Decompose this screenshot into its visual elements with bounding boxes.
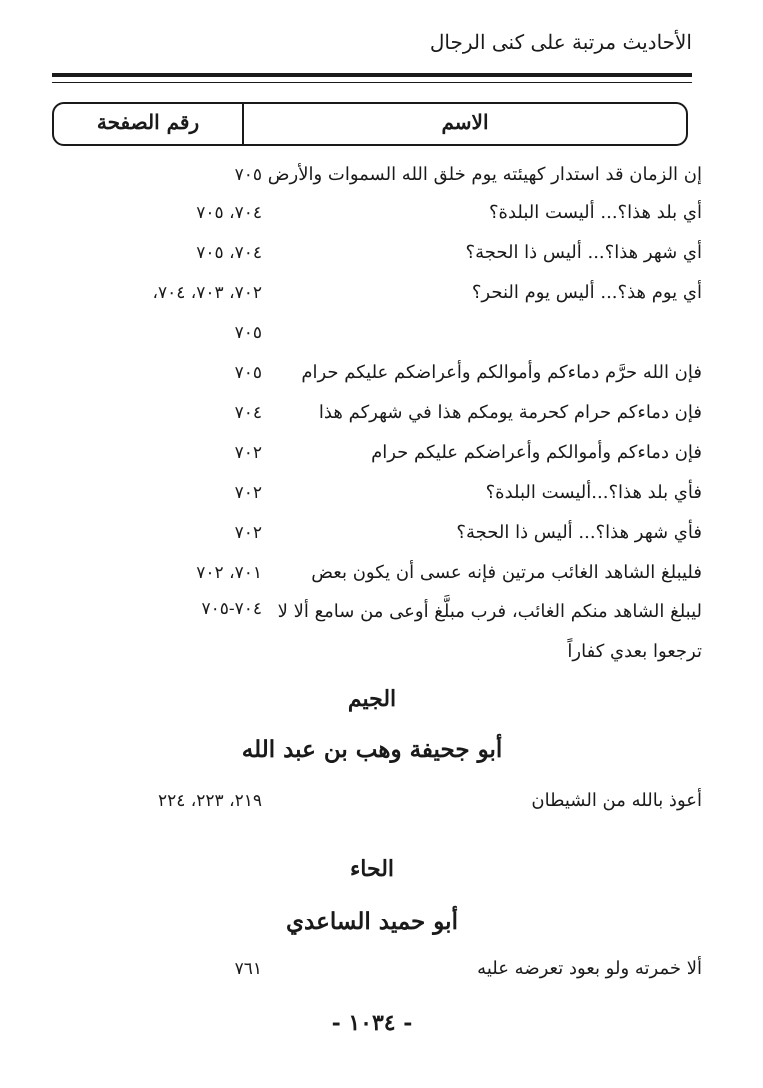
index-entry bbox=[52, 436, 702, 470]
page-refs: ٧٦١ bbox=[234, 959, 262, 979]
index-entry bbox=[52, 784, 702, 818]
column-header-box bbox=[52, 102, 688, 146]
column-header-name: الاسم bbox=[441, 110, 489, 134]
page-refs: ٧٠٢، ٧٠٣، ٧٠٤، bbox=[152, 283, 262, 303]
index-entry bbox=[52, 196, 702, 230]
page-number: - ١٠٣٤ - bbox=[331, 1010, 413, 1036]
index-entry bbox=[52, 952, 702, 986]
hadith-text: إن الزمان قد استدار كهيئته يوم خلق الله السموات والأرض bbox=[267, 164, 702, 185]
page-refs: ٧٠٤ bbox=[234, 403, 262, 423]
page-refs: ٧٠٥ bbox=[234, 323, 262, 343]
page-refs: ٧٠٢ bbox=[234, 523, 262, 543]
page-refs: ٧٠٤-٧٠٥ bbox=[201, 599, 262, 619]
page-refs: ٢١٩، ٢٢٣، ٢٢٤ bbox=[158, 791, 262, 811]
index-entry bbox=[52, 356, 702, 390]
index-entry bbox=[52, 592, 702, 672]
index-entry bbox=[52, 476, 702, 510]
page-refs: ٧٠٢ bbox=[234, 443, 262, 463]
header-rule-thin bbox=[52, 82, 692, 83]
hadith-text: أعوذ بالله من الشيطان bbox=[531, 790, 702, 811]
page-refs: ٧٠١، ٧٠٢ bbox=[196, 563, 262, 583]
hadith-text: أي يوم هذ؟... أليس يوم النحر؟ bbox=[471, 282, 702, 303]
section-letter-heading: الحاء bbox=[349, 856, 395, 882]
hadith-text: فإن دماءكم حرام كحرمة يومكم هذا في شهركم هذا bbox=[318, 402, 702, 423]
page-refs: ٧٠٤، ٧٠٥ bbox=[196, 203, 262, 223]
hadith-text: فإن الله حرَّم دماءكم وأموالكم وأعراضكم عليكم حرام bbox=[301, 362, 702, 383]
page-refs: ٧٠٢ bbox=[234, 483, 262, 503]
index-entry bbox=[52, 516, 702, 550]
running-title: الأحاديث مرتبة على كنى الرجال bbox=[429, 30, 692, 54]
narrator-heading: أبو حميد الساعدي bbox=[286, 908, 458, 935]
index-entry bbox=[52, 236, 702, 270]
column-header-page: رقم الصفحة bbox=[96, 110, 200, 134]
hadith-text: ليبلغ الشاهد منكم الغائب، فرب مبلَّغ أوعى من سامع ألا لا ترجعوا بعدي كفاراً bbox=[277, 601, 702, 662]
index-entry bbox=[52, 316, 702, 350]
index-entry bbox=[52, 396, 702, 430]
header-rule-thick bbox=[52, 73, 692, 77]
hadith-text: ألا خمرته ولو بعود تعرضه عليه bbox=[477, 958, 702, 979]
page-refs: ٧٠٥ bbox=[234, 165, 262, 185]
index-entry bbox=[52, 158, 702, 192]
hadith-text: فأي شهر هذا؟... أليس ذا الحجة؟ bbox=[456, 522, 702, 543]
hadith-text: فأي بلد هذا؟...أليست البلدة؟ bbox=[485, 482, 702, 503]
hadith-text: فليبلغ الشاهد الغائب مرتين فإنه عسى أن يكون بعض bbox=[311, 562, 702, 583]
hadith-text: أي بلد هذا؟... أليست البلدة؟ bbox=[488, 202, 702, 223]
page-refs: ٧٠٤، ٧٠٥ bbox=[196, 243, 262, 263]
index-entry bbox=[52, 276, 702, 310]
hadith-text: أي شهر هذا؟... أليس ذا الحجة؟ bbox=[465, 242, 702, 263]
narrator-heading: أبو جحيفة وهب بن عبد الله bbox=[241, 736, 503, 763]
index-entry bbox=[52, 556, 702, 590]
section-letter-heading: الجيم bbox=[347, 686, 397, 712]
hadith-text: فإن دماءكم وأموالكم وأعراضكم عليكم حرام bbox=[371, 442, 702, 463]
page-refs: ٧٠٥ bbox=[234, 363, 262, 383]
